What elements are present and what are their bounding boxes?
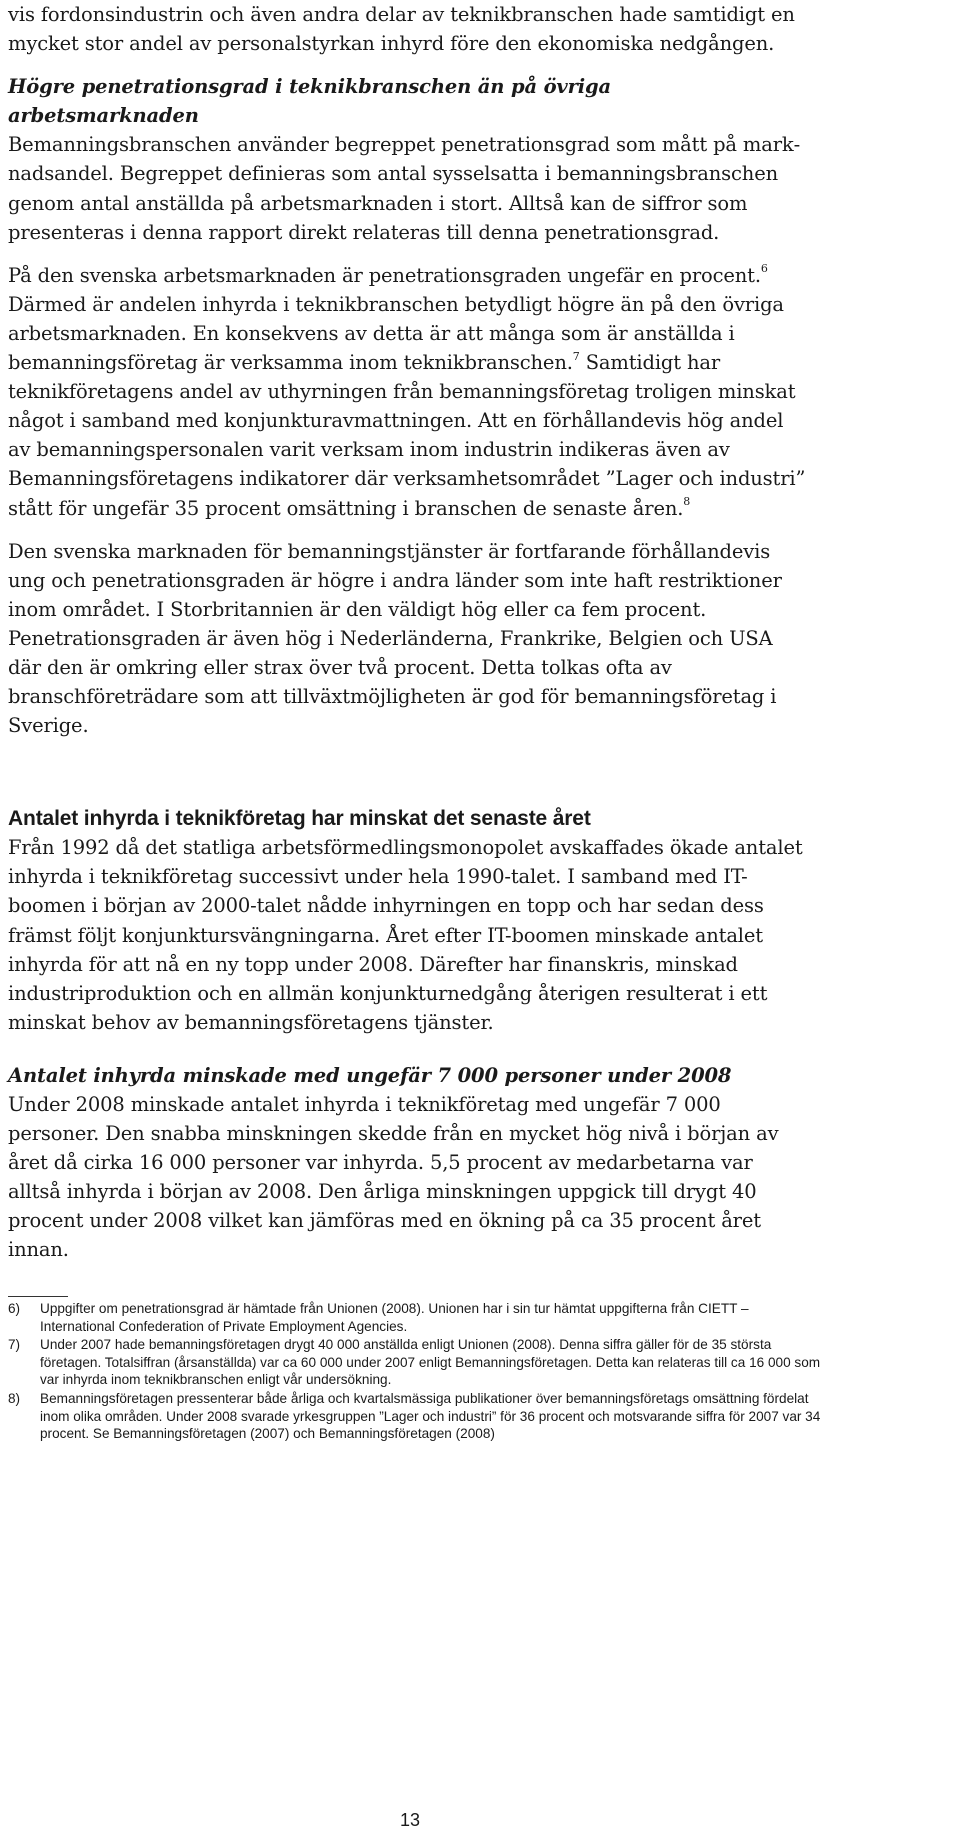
subheading-decrease: Antalet inhyrda minskade med ungefär 7 000 personer under 2008 (8, 1063, 732, 1087)
footnote-ref-6: 6 (760, 262, 768, 276)
footnote-ref-7: 7 (572, 349, 580, 363)
footnote-number: 7) (8, 1337, 21, 1353)
paragraph-penetration-definition: Bemanningsbranschen använder begreppet penetrationsgrad som mått på marknadsandel. Begreppet definieras som antal sysselsatta i bemanningsbranschen genom antal anställda på arbetsmarknaden i stort. Alltså kan de siffror som presenteras i denna rapport direkt relateras till denna penetrationsgrad. (8, 133, 801, 244)
footnote-text: Uppgifter om penetrationsgrad är hämtade från Unionen (2008). Unionen har i sin tur hämtat uppgifterna från CIETT – International Confederation of Private Employment Agencies. (40, 1301, 749, 1334)
footnote-text: Under 2007 hade bemanningsföretagen drygt 40 000 anställda enligt Unionen (2008). Denna siffra gäller för de 35 största företagen. Totalsiffran (årsanställda) var ca 60 000 under 2007 enligt Bemanningsföretagen. Detta kan relateras till ca 16 000 som var inhyrda inom teknikbranschen enligt vår undersökning. (40, 1337, 821, 1388)
footnote-text: Bemanningsföretagen pressenterar både årliga och kvartalsmässiga publikationer över bemanningsföretags omsättning fördelat inom olika områden. Under 2008 svarade yrkesgruppen ”Lager och industri” för 36 procent och motsvarande siffra för 2007 var 34 procent. Se Bemanningsföretagen (2007) och Bemanningsföretagen (2008) (40, 1390, 821, 1442)
footnote-6 (8, 1300, 823, 1335)
paragraph-text: På den svenska arbetsmarknaden är penetrationsgraden ungefär en procent. (8, 263, 761, 287)
paragraph-penetration-sweden (8, 261, 808, 523)
body-text (8, 0, 808, 1279)
subheading-penetration: Högre penetrationsgrad i teknikbranschen än på övriga arbetsmarknaden (8, 75, 611, 128)
footnotes (8, 1300, 823, 1444)
footnote-number: 6) (8, 1301, 21, 1316)
paragraph-text: Därmed är andelen inhyrda i teknikbranschen betydligt högre än på den övriga arbetsmarknaden. En konsekvens av detta är att många som är anställda i bemanningsföretag är verksamma inom teknikbranschen. (8, 292, 784, 375)
section-heading: Antalet inhyrda i teknikföretag har minskat det senaste året (8, 807, 591, 831)
paragraph-decrease: Under 2008 minskade antalet inhyrda i teknikföretag med ungefär 7 000 personer. Den snabba minskningen skedde från en mycket hög nivå i början av året då cirka 16 000 personer var inhyrda. 5,5 procent av medarbetarna var alltså inhyrda i början av 2008. Den årliga minskningen uppgick till drygt 40 procent under 2008 vilket kan jämföras med en ökning på ca 35 procent året innan. (8, 1093, 779, 1262)
paragraph-swedish-market: Den svenska marknaden för bemanningstjänster är fortfarande förhållandevis ung och penetrationsgraden är högre i andra länder som inte haft restriktioner inom området. I Storbritannien är den väldigt hög eller ca fem procent. Penetrationsgraden är även hög i Nederländerna, Frankrike, Belgien och USA där den är omkring eller strax över två procent. Detta tolkas ofta av branschföreträdare som att tillväxtmöjligheten är god för bemanningsföretag i Sverige. (8, 539, 782, 738)
intro-paragraph: vis fordonsindustrin och även andra delar av teknikbranschen hade samtidigt en mycket stor andel av personalstyrkan inhyrd före den ekonomiska nedgången. (8, 3, 795, 56)
footnote-ref-8: 8 (683, 495, 691, 508)
paragraph-text: Samtidigt har teknikföretagens andel av uthyrningen från bemanningsföretag troligen minskat något i samband med konjunkturavmattningen. Att en förhållandevis hög andel av bemanningspersonalen varit verksam inom industrin indikeras även av Bemanningsföretagens indikatorer där verksamhetsområdet ”Lager och industri” stått för ungefär 35 procent omsättning i branschen de senaste åren. (8, 351, 806, 520)
footnote-8 (8, 1390, 823, 1443)
paragraph-history: Från 1992 då det statliga arbetsförmedlingsmonopolet avskaffades ökade antalet inhyrda i teknikföretag successivt under hela 1990-talet. I samband med IT-boomen i början av 2000-talet nådde inhyrningen en topp och har sedan dess främst följt konjunktursvängningarna. Året efter IT-boomen minskade antalet inhyrda för att nå en ny topp under 2008. Därefter har finanskris, minskad industriproduktion och en allmän konjunkturnedgång återigen resulterat i ett minskat behov av bemanningsföretagens tjänster. (8, 836, 803, 1034)
page-number: 13 (399, 1810, 421, 1830)
footnote-7 (8, 1336, 823, 1389)
footnote-number: 8) (8, 1390, 21, 1406)
footnote-divider (8, 1296, 68, 1297)
